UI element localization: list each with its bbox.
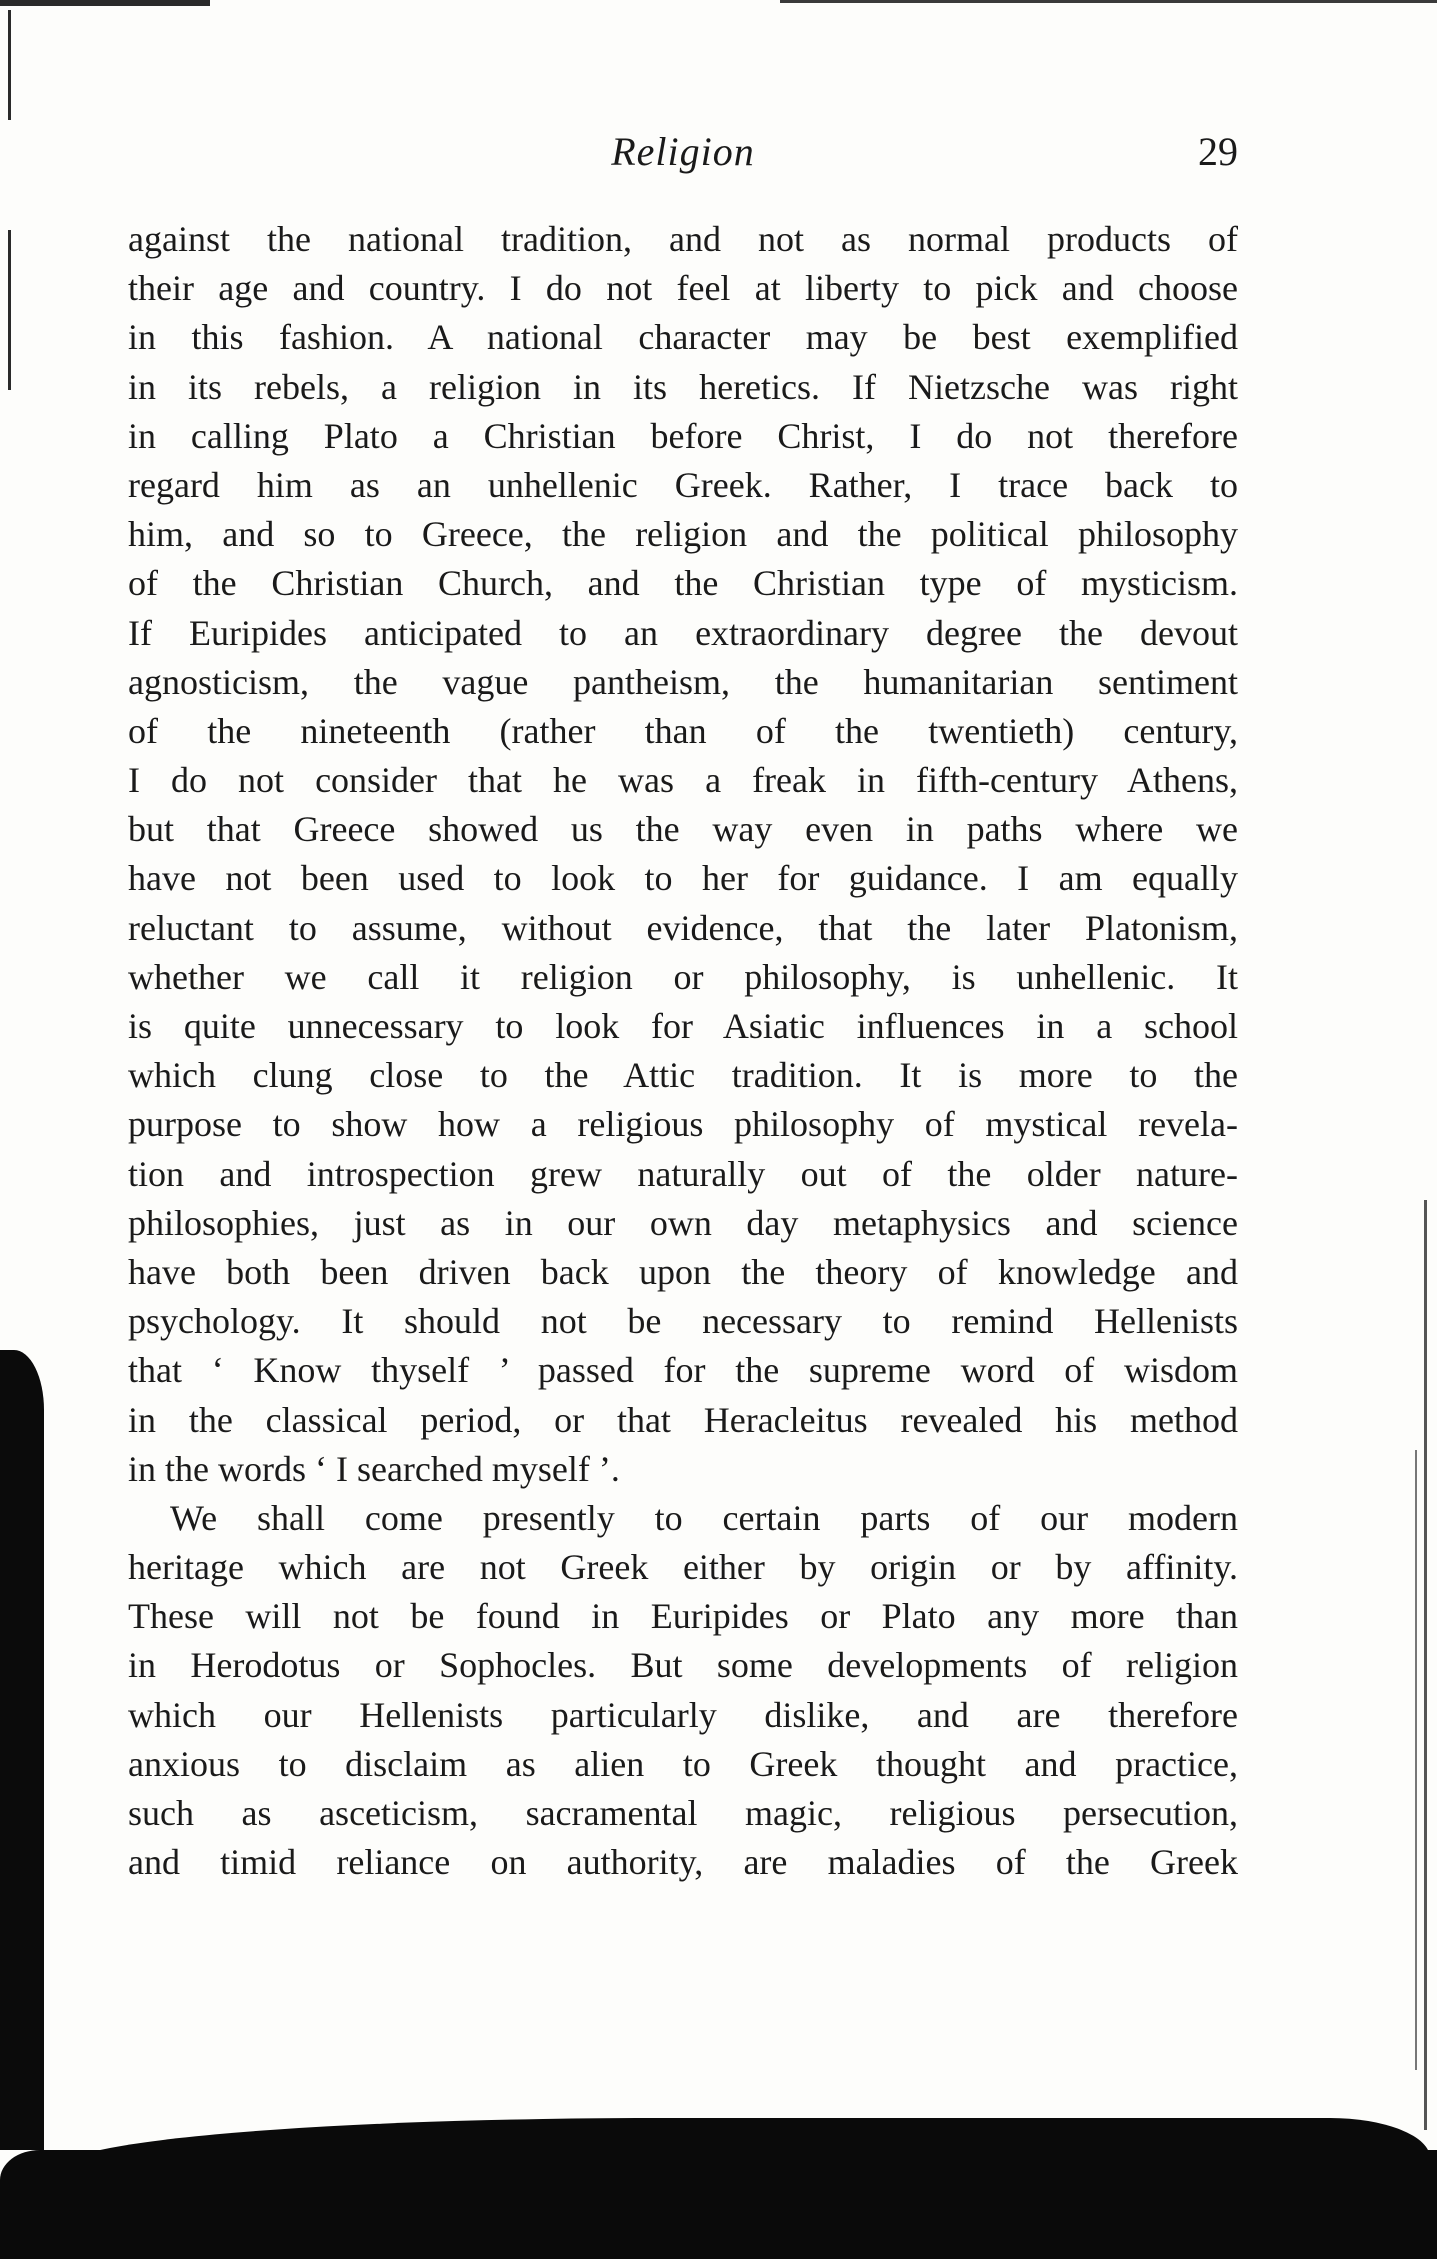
text-line: purpose to show how a religious philosophy of mystical revela- <box>128 1104 1238 1145</box>
text-line: of the Christian Church, and the Christian type of mysticism. <box>128 563 1238 604</box>
text-line: regard him as an unhellenic Greek. Rather, I trace back to <box>128 464 1238 505</box>
text-line: their age and country. I do not feel at liberty to pick and choose <box>128 268 1238 309</box>
text-line: which clung close to the Attic tradition. It is more to the <box>128 1055 1238 1096</box>
text-line: psychology. It should not be necessary to remind Hellenists <box>128 1301 1238 1342</box>
text-line: in its rebels, a religion in its heretics. If Nietzsche was right <box>128 366 1238 407</box>
text-line: which our Hellenists particularly dislike, and are therefore <box>128 1694 1238 1735</box>
scan-edge-left-tick <box>8 10 11 120</box>
paragraph-end-line: in the words ‘ I searched myself ’. <box>128 1448 620 1489</box>
text-line: whether we call it religion or philosophy, is unhellenic. It <box>128 956 1238 997</box>
paragraph-start-line: We shall come presently to certain parts of our modern <box>170 1497 1238 1538</box>
text-line: of the nineteenth (rather than of the twentieth) century, <box>128 710 1238 751</box>
text-line: heritage which are not Greek either by origin or by affinity. <box>128 1547 1238 1588</box>
text-line: have both been driven back upon the theory of knowledge and <box>128 1251 1238 1292</box>
text-line: that ‘ Know thyself ’ passed for the supreme word of wisdom <box>128 1350 1238 1391</box>
text-line: anxious to disclaim as alien to Greek thought and practice, <box>128 1743 1238 1784</box>
scan-edge-top <box>0 0 210 6</box>
text-line: have not been used to look to her for guidance. I am equally <box>128 858 1238 899</box>
running-title: Religion <box>611 129 755 174</box>
text-line: tion and introspection grew naturally out of the older nature- <box>128 1153 1238 1194</box>
text-line: in this fashion. A national character may be best exemplified <box>128 317 1238 358</box>
text-line: I do not consider that he was a freak in fifth-century Athens, <box>128 760 1238 801</box>
text-line: These will not be found in Euripides or Plato any more than <box>128 1596 1238 1637</box>
text-line: against the national tradition, and not as normal products of <box>128 219 1238 259</box>
text-line: If Euripides anticipated to an extraordinary degree the devout <box>128 612 1238 653</box>
text-line: is quite unnecessary to look for Asiatic influences in a school <box>128 1006 1238 1046</box>
scan-edge-left-mid <box>8 230 11 390</box>
text-line: him, and so to Greece, the religion and the political philosophy <box>128 514 1238 555</box>
scan-edge-top-right <box>780 0 1437 3</box>
text-line: philosophies, just as in our own day metaphysics and science <box>128 1202 1238 1243</box>
text-line: in calling Plato a Christian before Christ, I do not therefore <box>128 415 1238 456</box>
text-line: but that Greece showed us the way even in paths where we <box>128 809 1238 850</box>
text-line: in the classical period, or that Heracleitus revealed his method <box>128 1399 1238 1440</box>
text-line: such as asceticism, sacramental magic, religious persecution, <box>128 1793 1238 1833</box>
text-line: in Herodotus or Sophocles. But some developments of religion <box>128 1645 1238 1686</box>
scan-edge-right-line-inner <box>1415 1450 1417 2070</box>
page-header <box>128 122 1238 182</box>
scan-edge-left-shadow <box>0 1350 44 2150</box>
scan-edge-bottom-shadow <box>0 2150 1437 2259</box>
body-text <box>128 215 1238 1887</box>
text-line: reluctant to assume, without evidence, that the later Platonism, <box>128 907 1238 948</box>
scan-edge-right-line <box>1424 1200 1427 2130</box>
page-number: 29 <box>1198 129 1238 174</box>
text-line: agnosticism, the vague pantheism, the humanitarian sentiment <box>128 661 1238 702</box>
text-line: and timid reliance on authority, are maladies of the Greek <box>128 1842 1238 1883</box>
